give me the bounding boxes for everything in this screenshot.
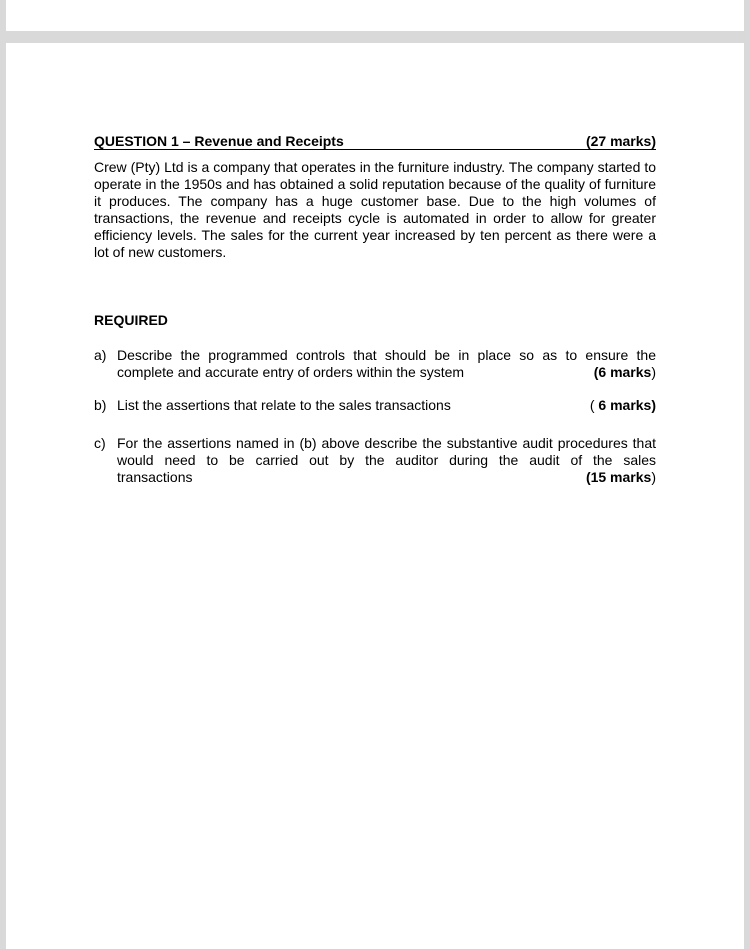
item-text-line: Describe the programmed controls that should be in place so as to ensure the [117,347,656,363]
previous-page-bottom [6,0,744,31]
item-marks [590,397,656,414]
marks-open: ( [589,397,599,413]
required-heading: REQUIRED [94,312,168,328]
marks-close: ) [651,469,656,485]
marks-bold: 6 marks) [598,397,656,413]
question-marks: (27 marks) [585,133,656,149]
document-page [6,43,744,949]
item-label: b) [94,397,107,413]
item-label: a) [94,347,107,363]
question-intro: Crew (Pty) Ltd is a company that operates in the furniture industry. The company started to operate in the 1950s and has obtained a solid reputation because of the quality of furniture it produces. The company has a huge customer base. Due to the high volumes of transactions, the revenue and receipts cycle is automated in order to allow for greater efficiency levels. The sales for the current year increased by ten percent as there were a lot of new customers. [94,159,656,260]
question-title: QUESTION 1 – Revenue and Receipts [94,133,344,149]
page-content [94,133,656,486]
item-label: c) [94,435,106,451]
item-text-last: complete and accurate entry of orders within the system [117,364,465,380]
marks-bold: (6 marks [593,364,652,380]
item-text-line: For the assertions named in (b) above describe the substantive audit procedures that would need to be carried out by the auditor during the audit of the sales [117,435,656,468]
required-item-c [94,435,656,486]
item-marks [594,364,656,381]
question-header [94,133,656,150]
required-item-a [94,347,656,381]
required-item-b [94,397,656,414]
marks-close: ) [651,364,656,380]
item-text-last: transactions [117,469,193,485]
item-marks [586,469,656,486]
marks-bold: (15 marks [585,469,652,485]
item-text-last: List the assertions that relate to the sales transactions [117,397,451,413]
